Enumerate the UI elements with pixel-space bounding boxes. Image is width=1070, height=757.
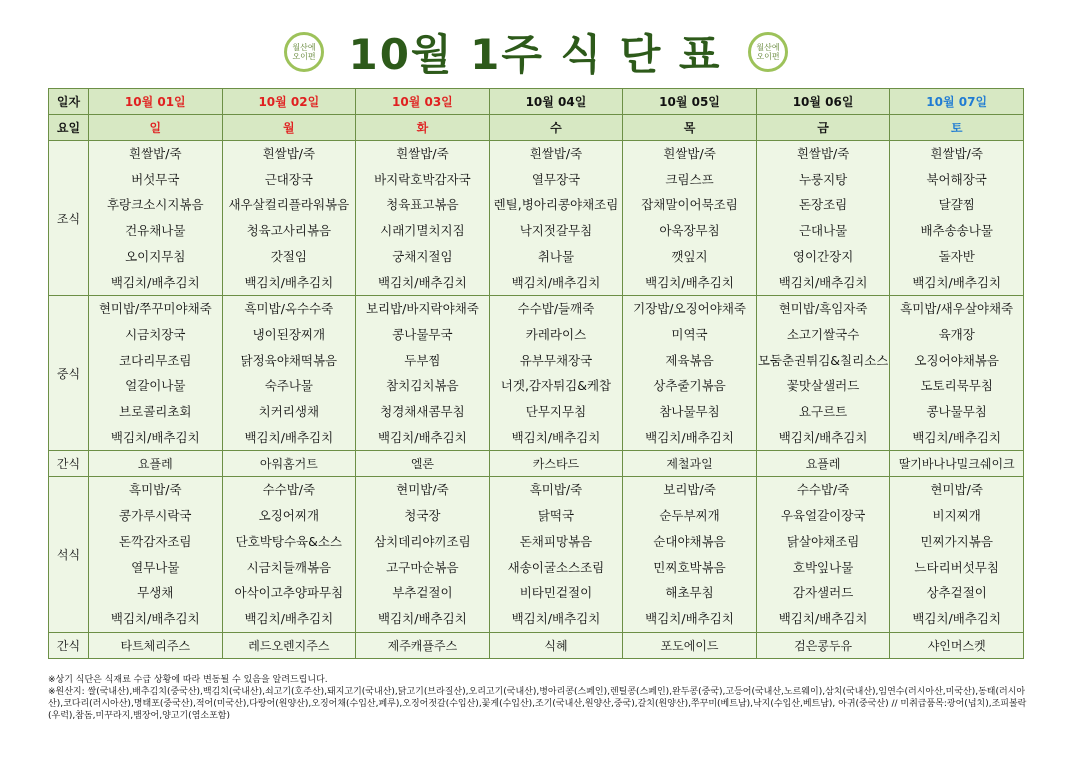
menu-item: 돌자반 [938, 248, 975, 264]
dinner-cell [89, 477, 223, 632]
menu-item: 갓절임 [270, 248, 307, 264]
menu-item: 모둠춘권튀김&칠리소스 [757, 352, 889, 368]
menu-item: 시금치장국 [125, 326, 186, 342]
weekday-cell: 월 [222, 115, 356, 141]
menu-item: 백김치/배추김치 [778, 274, 868, 290]
menu-item: 백김치/배추김치 [645, 274, 734, 290]
menu-item: 두부찜 [404, 352, 441, 368]
menu-item: 흑미밥/죽 [529, 482, 583, 498]
dinner-cell [222, 477, 356, 632]
menu-item: 민찌호박볶음 [653, 559, 726, 575]
dinner-cell [890, 477, 1024, 632]
date-cell: 10월 07일 [890, 89, 1024, 115]
date-cell: 10월 03일 [356, 89, 490, 115]
date-cell: 10월 02일 [222, 89, 356, 115]
menu-item: 청국장 [404, 508, 441, 524]
weekday-cell: 화 [356, 115, 490, 141]
menu-item: 흑미밥/죽 [129, 482, 182, 498]
menu-item: 흰쌀밥/죽 [930, 146, 983, 161]
menu-item: 아삭이고추양파무침 [234, 585, 344, 601]
menu-item: 흰쌀밥/죽 [262, 146, 316, 161]
lunch-cell [356, 296, 490, 451]
menu-item: 백김치/배추김치 [511, 610, 601, 626]
menu-item: 너겟,감자튀김&케찹 [500, 378, 612, 394]
menu-item: 현미밥/흑임자죽 [778, 301, 868, 317]
breakfast-cell [756, 141, 890, 296]
menu-item: 백김치/배추김치 [912, 429, 1002, 445]
menu-item: 해초무침 [665, 585, 714, 601]
menu-item: 느타리버섯무침 [914, 559, 999, 575]
date-cell: 10월 06일 [756, 89, 890, 115]
note-line: ※원산지: 쌀(국내산),배추김치(중국산),백김치(국내산),쇠고기(호주산),돼지고기(국내산),닭고기(브라질산),오리고기(국내산),병아리콩(스페인),렌틸콩(스페인),완두콩(중국),고등어(국내산,노르웨이),삼치(국내산),임연수(러시아산,미국산),동태(러시아산),코다리(러시아산),명태포(중국산),적어(미국산),다랑어(원양산),오징어채(수입산,페루),오징어젓갈(수입산),꽃게(수입산),조기(국내산,원양산,중국),갈치(원양산),쭈꾸미(베트남),낙지(수입산,베트남), 아귀(중국산) // 미취급품목:광어(넙치),조피볼락(우럭),참돔,미꾸라지,뱀장어,양고기(염소포함) [48, 687, 1027, 721]
logo-icon: 월산에 오이편 [284, 32, 324, 72]
menu-item: 치커리생채 [258, 404, 320, 420]
menu-item: 백김치/배추김치 [778, 429, 868, 445]
menu-item: 요구르트 [798, 404, 848, 420]
menu-item: 백김치/배추김치 [511, 429, 601, 445]
row-label: 석식 [49, 477, 89, 632]
snack2-cell: 제주캐플주스 [356, 632, 490, 658]
snack1-cell: 요플레 [89, 451, 223, 477]
menu-item: 누룽지탕 [798, 171, 848, 187]
menu-item: 삼치데리야끼조림 [374, 533, 471, 549]
menu-item: 영이간장지 [792, 248, 854, 264]
note-line: ※상기 식단은 식재료 수급 상황에 따라 변동될 수 있음을 알려드립니다. [48, 675, 328, 685]
menu-item: 돈채피망볶음 [519, 533, 593, 549]
menu-item: 무생채 [137, 585, 174, 601]
menu-item: 백김치/배추김치 [378, 429, 467, 445]
menu-item: 흰쌀밥/죽 [529, 146, 583, 161]
menu-item: 바지락호박감자국 [374, 171, 471, 187]
menu-item: 흰쌀밥/죽 [796, 146, 850, 161]
menu-item: 청경채새콤무침 [380, 404, 465, 420]
dinner-cell [489, 477, 623, 632]
menu-item: 근대나물 [798, 223, 848, 239]
snack2-cell: 샤인머스켓 [890, 632, 1024, 658]
menu-item: 흑미밥/새우살야채죽 [900, 301, 1014, 317]
menu-item: 단호박탕수육&소스 [235, 533, 343, 549]
lunch-cell [756, 296, 890, 451]
dinner-cell [623, 477, 757, 632]
menu-item: 수수밥/죽 [796, 482, 850, 498]
menu-item: 수수밥/죽 [262, 482, 316, 498]
row-label: 중식 [49, 296, 89, 451]
notes [48, 674, 1028, 722]
menu-item: 코다리무조림 [119, 352, 192, 368]
menu-item: 시금치들깨볶음 [246, 559, 332, 575]
menu-item: 콩나물무침 [926, 404, 987, 420]
menu-item: 미역국 [671, 326, 708, 342]
menu-item: 비지찌개 [932, 508, 981, 524]
menu-item: 흑미밥/옥수수죽 [244, 301, 334, 317]
menu-item: 궁채지절임 [392, 248, 453, 264]
menu-item: 열무나물 [131, 559, 180, 575]
menu-item: 북어해장국 [926, 171, 987, 187]
menu-item: 잡채말이어묵조림 [641, 197, 738, 213]
menu-item: 백김치/배추김치 [244, 274, 334, 290]
menu-item: 닭정육야채떡볶음 [240, 352, 338, 368]
weekday-cell: 토 [890, 115, 1024, 141]
menu-item: 백김치/배추김치 [244, 429, 334, 445]
menu-item: 오징어찌개 [258, 508, 320, 524]
menu-item: 건유채나물 [125, 223, 186, 239]
menu-item: 깻잎지 [671, 248, 708, 264]
snack1-cell: 딸기바나나밀크쉐이크 [890, 451, 1024, 477]
lunch-cell [222, 296, 356, 451]
menu-item: 백김치/배추김치 [378, 610, 467, 626]
menu-item: 숙주나물 [264, 378, 313, 394]
date-cell: 10월 04일 [489, 89, 623, 115]
menu-item: 상추줄기볶음 [653, 378, 726, 394]
row-label: 간식 [49, 451, 89, 477]
menu-item: 얼갈이나물 [125, 378, 186, 394]
weekday-cell: 목 [623, 115, 757, 141]
menu-item: 달걀찜 [938, 197, 975, 213]
menu-item: 백김치/배추김치 [511, 274, 601, 290]
weekday-cell: 일 [89, 115, 223, 141]
breakfast-cell [623, 141, 757, 296]
menu-item: 민찌가지볶음 [920, 533, 993, 549]
menu-item: 제육볶음 [665, 352, 714, 368]
dinner-cell [356, 477, 490, 632]
menu-item: 고구마순볶음 [386, 559, 459, 575]
menu-item: 꽃맛살샐러드 [786, 378, 860, 394]
menu-item: 현미밥/죽 [930, 482, 983, 498]
lunch-cell [89, 296, 223, 451]
menu-item: 소고기쌀국수 [786, 326, 860, 342]
row-label: 요일 [49, 115, 89, 141]
menu-item: 닭떡국 [537, 508, 575, 524]
menu-item: 배추송송나물 [920, 223, 993, 239]
snack1-cell: 엘론 [356, 451, 490, 477]
menu-item: 유부무채장국 [519, 352, 593, 368]
menu-item: 백김치/배추김치 [645, 429, 734, 445]
menu-item: 비타민겉절이 [519, 585, 593, 601]
menu-item: 흰쌀밥/죽 [396, 146, 449, 161]
date-cell: 10월 05일 [623, 89, 757, 115]
logo-icon: 월산에 오이편 [748, 32, 788, 72]
snack1-cell: 아워홈거트 [222, 451, 356, 477]
breakfast-cell [356, 141, 490, 296]
dinner-cell [756, 477, 890, 632]
menu-item: 보리밥/바지락야채죽 [365, 301, 479, 317]
breakfast-cell [489, 141, 623, 296]
menu-item: 청육고사리볶음 [246, 223, 332, 239]
menu-item: 돈장조림 [798, 197, 848, 213]
menu-item: 현미밥/죽 [396, 482, 449, 498]
menu-item: 백김치/배추김치 [110, 610, 200, 626]
menu-item: 취나물 [537, 248, 575, 264]
menu-item: 수수밥/들깨죽 [517, 301, 595, 317]
menu-item: 열무장국 [531, 171, 581, 187]
snack2-cell: 포도에이드 [623, 632, 757, 658]
page-title: 10월 1주 식 단 표 [348, 30, 722, 79]
menu-item: 콩가루시락국 [119, 508, 192, 524]
snack1-cell: 요플레 [756, 451, 890, 477]
menu-item: 호박잎나물 [792, 559, 854, 575]
menu-item: 카레라이스 [525, 326, 587, 342]
snack1-cell: 제철과일 [623, 451, 757, 477]
menu-item: 후랑크소시지볶음 [106, 197, 204, 213]
menu-item: 새우살컬리플라워볶음 [228, 197, 350, 213]
lunch-cell [890, 296, 1024, 451]
menu-item: 흰쌀밥/죽 [129, 146, 182, 161]
snack1-cell: 카스타드 [489, 451, 623, 477]
lunch-cell [623, 296, 757, 451]
menu-item: 아욱장무침 [659, 223, 720, 239]
row-label: 간식 [49, 632, 89, 658]
snack2-cell: 식혜 [489, 632, 623, 658]
weekday-cell: 수 [489, 115, 623, 141]
menu-item: 백김치/배추김치 [378, 274, 467, 290]
menu-item: 백김치/배추김치 [912, 274, 1002, 290]
menu-item: 낙지젓갈무침 [519, 223, 593, 239]
menu-item: 오징어야채볶음 [914, 352, 999, 368]
menu-table [48, 88, 1024, 659]
breakfast-cell [222, 141, 356, 296]
menu-item: 참나물무침 [659, 404, 720, 420]
menu-item: 순대야채볶음 [653, 533, 726, 549]
snack2-cell: 검은콩두유 [756, 632, 890, 658]
menu-item: 백김치/배추김치 [244, 610, 334, 626]
snack2-cell: 타트체리주스 [89, 632, 223, 658]
menu-item: 렌틸,병아리콩야채조림 [493, 197, 619, 213]
row-label: 조식 [49, 141, 89, 296]
menu-item: 돈깍감자조림 [119, 533, 192, 549]
menu-item: 백김치/배추김치 [912, 610, 1002, 626]
menu-item: 순두부찌개 [659, 508, 720, 524]
menu-item: 버섯무국 [131, 171, 180, 187]
menu-item: 닭살야채조림 [786, 533, 860, 549]
menu-item: 우육얼갈이장국 [780, 508, 866, 524]
menu-item: 상추겉절이 [926, 585, 987, 601]
breakfast-cell [89, 141, 223, 296]
menu-item: 청육표고볶음 [386, 197, 459, 213]
menu-item: 크림스프 [665, 171, 714, 187]
menu-item: 냉이된장찌개 [252, 326, 326, 342]
lunch-cell [489, 296, 623, 451]
snack2-cell: 레드오렌지주스 [222, 632, 356, 658]
menu-item: 새송이굴소스조림 [507, 559, 605, 575]
menu-item: 흰쌀밥/죽 [663, 146, 716, 161]
menu-item: 브로콜리초회 [119, 404, 192, 420]
date-cell: 10월 01일 [89, 89, 223, 115]
menu-item: 육개장 [938, 326, 975, 342]
menu-item: 도토리묵무침 [920, 378, 993, 394]
row-label: 일자 [49, 89, 89, 115]
breakfast-cell [890, 141, 1024, 296]
menu-item: 감자샐러드 [792, 585, 854, 601]
menu-item: 백김치/배추김치 [778, 610, 868, 626]
menu-item: 부추겉절이 [392, 585, 453, 601]
menu-item: 오이지무침 [125, 248, 186, 264]
menu-item: 현미밥/쭈꾸미야채죽 [98, 301, 212, 317]
menu-item: 보리밥/죽 [663, 482, 716, 498]
menu-item: 기장밥/오징어야채죽 [633, 301, 746, 317]
menu-item: 백김치/배추김치 [110, 274, 200, 290]
menu-item: 참치김치볶음 [386, 378, 459, 394]
weekday-cell: 금 [756, 115, 890, 141]
menu-item: 단무지무침 [525, 404, 587, 420]
menu-item: 백김치/배추김치 [110, 429, 200, 445]
menu-item: 백김치/배추김치 [645, 610, 734, 626]
menu-item: 시래기멸치지짐 [380, 223, 465, 239]
menu-item: 근대장국 [264, 171, 313, 187]
menu-item: 콩나물무국 [392, 326, 453, 342]
